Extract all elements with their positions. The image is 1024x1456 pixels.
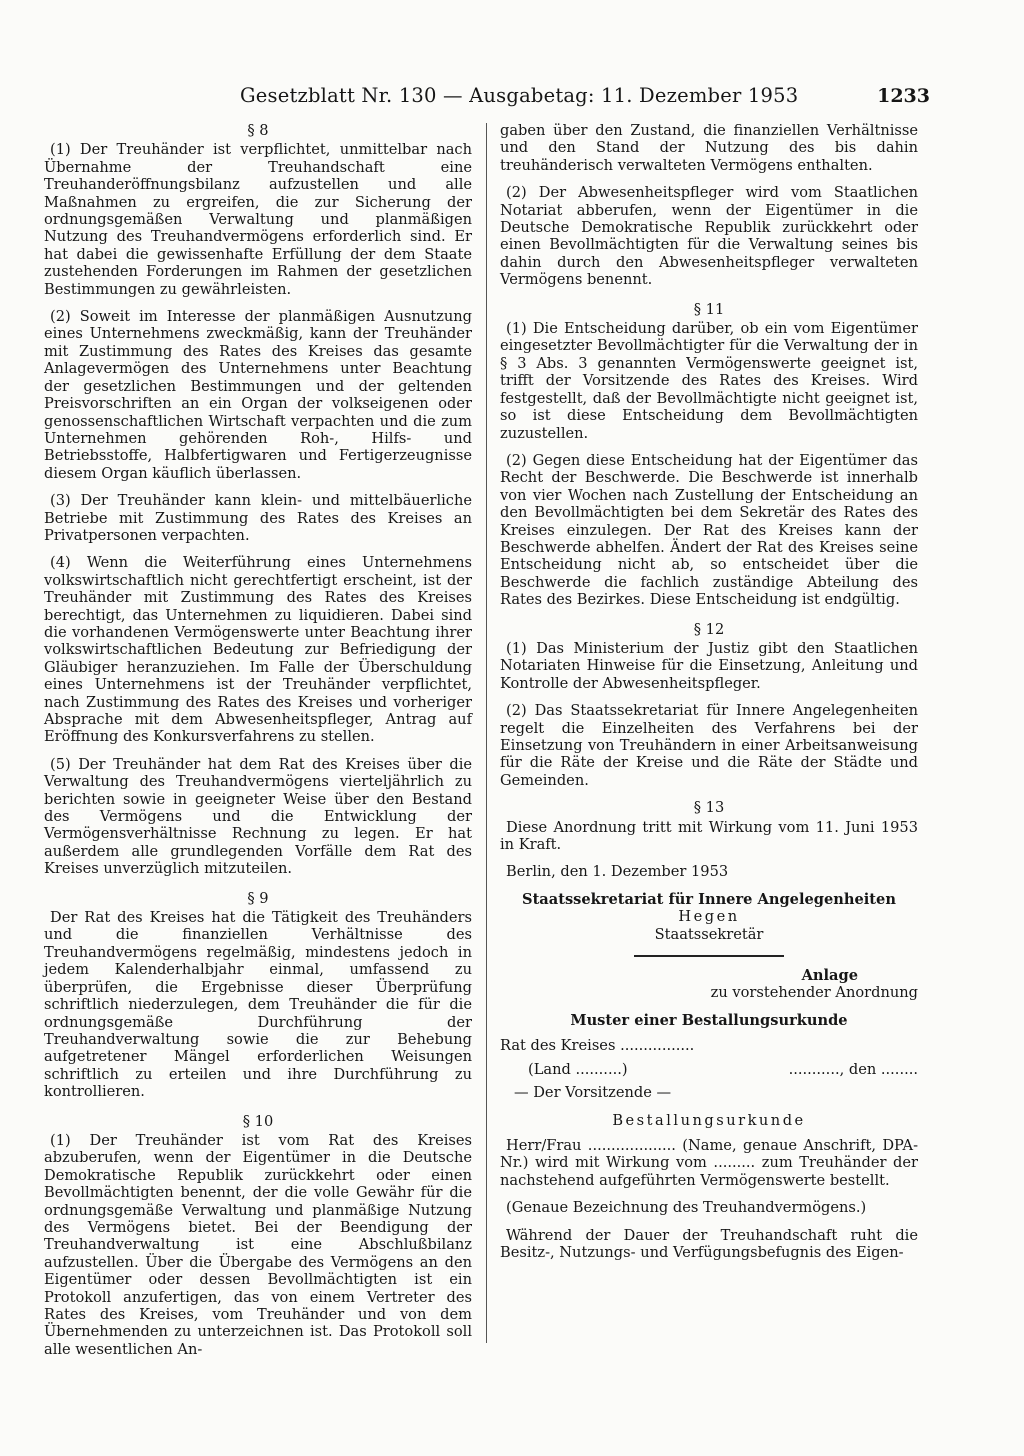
form-land: (Land ..........) [528,1060,628,1078]
paragraph-13: Diese Anordnung tritt mit Wirkung vom 11. Juni 1953 in Kraft. [500,818,918,854]
paragraph-9: Der Rat des Kreises hat die Tätigkeit des Treuhänders und die finanziellen Verhältnisse des Treuhandvermögens regelmäßig, mindestens jedoch in jedem Kalenderhalbjahr einmal, umfassend zu überprüfen, die Ergebnisse dieser Überprüfung schriftlich niederzulegen, dem Treuhänder die für die ordnungsgemäße Durchführung der Treuhandverwaltung sowie die zur Behebung aufgetretener Mängel erforderlichen Weisungen schriftlich zu erteilen und ihre Durchführung zu kontrollieren. [44,909,472,1101]
form-rat-des-kreises: Rat des Kreises ................ [500,1037,695,1055]
form-heading: Bestallungsurkunde [612,1111,806,1129]
paragraph-12-2: (2) Das Staatssekretariat für Innere Angelegenheiten regelt die Einzelheiten des Verfahrens bei der Einsetzung von Treuhändern in einer Arbeitsanweisung für die Räte der Kreise und die Räte der Städte und Gemeinden. [500,702,918,789]
page-number: 1233 [877,85,930,107]
paragraph-8-3: (3) Der Treuhänder kann klein- und mittelbäuerliche Betriebe mit Zustimmung des Rates des Kreises an Privatpersonen verpachten. [44,492,472,544]
page-header [40,84,990,116]
paragraph-10-2: (2) Der Abwesenheitspfleger wird vom Staatlichen Notariat abberufen, wenn der Eigentümer in die Deutsche Demokratische Republik zurückkehrt oder einen Bevollmächtigten für die Verwaltung seines bis dahin durch den Abwesenheitspfleger verwalteten Vermögens benennt. [500,184,918,289]
section-heading-8: § 8 [247,122,269,139]
paragraph-8-5: (5) Der Treuhänder hat dem Rat des Kreises über die Verwaltung des Treuhandvermögens vierteljährlich zu berichten sowie in geeigneter Weise über den Bestand des Vermögens und die Entwicklung der Vermögensverhältnisse Rechnung zu legen. Er hat außerdem alle grundlegenden Vorfälle dem Rat des Kreises unverzüglich mitzuteilen. [44,755,472,878]
paragraph-8-4: (4) Wenn die Weiterführung eines Unternehmens volkswirtschaftlich nicht gerechtfertigt erscheint, ist der Treuhänder mit Zustimmung des Rates des Kreises berechtigt, das Unternehmen zu liquidieren. Dabei sind die vorhandenen Vermögenswerte unter Beachtung ihrer volkswirtschaftlichen Bedeutung zur Befriedigung der Gläubiger heranzuziehen. Im Falle der Überschuldung eines Unternehmens ist der Treuhänder verpflichtet, nach Zustimmung des Rates des Kreises und vorheriger Absprache mit dem Abwesenheitspfleger, Antrag auf Eröffnung des Konkursverfahrens zu stellen. [44,554,472,746]
paragraph-8-2: (2) Soweit im Interesse der planmäßigen Ausnutzung eines Unternehmens zweckmäßig, kann der Treuhänder mit Zustimmung des Rates des Kreises das gesamte Anlagevermögen des Unternehmens unter Beachtung der gesetzlichen Bestimmungen und der geltenden Preisvorschriften an ein Organ der volkseigenen oder genossenschaftlichen Wirtschaft verpachten und die zum Unternehmen gehörenden Roh-, Hilfs- und Betriebsstoffe, Halbfertigwaren und Fertigerzeugnisse diesem Organ käuflich überlassen. [44,308,472,482]
form-paragraph-3: Während der Dauer der Treuhandschaft ruht die Besitz-, Nutzungs- und Verfügungsbefugnis des Eigen- [500,1226,918,1261]
section-heading-10: § 10 [242,1112,274,1130]
paragraph-8-1: (1) Der Treuhänder ist verpflichtet, unmittelbar nach Übernahme der Treuhandschaft eine Treuhanderöffnungsbilanz aufzustellen und alle Maßnahmen zu ergreifen, die zur Sicherung der ordnungsgemäßen Verwaltung und planmäßigen Nutzung des Treuhandvermögens erforderlich sind. Er hat dabei die gewissenhafte Erfüllung der dem Staate zustehenden Forderungen im Rahmen der gesetzlichen Bestimmungen zu gewährleisten. [44,141,472,298]
section-heading-9: § 9 [247,889,269,907]
column-divider [486,123,487,1343]
signer-name: Hegen [678,908,740,926]
left-column [44,122,472,1368]
paragraph-12-1: (1) Das Ministerium der Justiz gibt den Staatlichen Notariaten Hinweise für die Einsetzung, Anleitung und Kontrolle der Abwesenheitspfleger. [500,639,918,692]
form-den: ..........., den ........ [788,1060,918,1078]
section-heading-12: § 12 [693,620,725,638]
form-land-row [500,1061,918,1078]
form-paragraph-1: Herr/Frau ................... (Name, genaue Anschrift, DPA-Nr.) wird mit Wirkung vom ......... zum Treuhänder der nachstehend aufgeführten Vermögenswerte bestellt. [500,1136,918,1189]
paragraph-10-1-continued: gaben über den Zustand, die finanziellen Verhältnisse und den Stand der Nutzung des bis dahin treuhänderisch verwalteten Vermögens enthalten. [500,122,918,174]
date-line: Berlin, den 1. Dezember 1953 [506,863,729,881]
gazette-title: Gesetzblatt Nr. 130 — Ausgabetag: 11. Dezember 1953 [240,84,799,107]
form-paragraph-2: (Genaue Bezeichnung des Treuhandvermögens.) [506,1199,867,1217]
annex-title: Anlage [801,967,858,985]
annex-subtitle: zu vorstehender Anordnung [710,984,918,1002]
paragraph-11-1: (1) Die Entscheidung darüber, ob ein vom Eigentümer eingesetzter Bevollmächtigter für die Verwaltung der in § 3 Abs. 3 genannten Vermögenswerte geeignet ist, trifft der Vorsitzende des Rates des Kreises. Wird festgestellt, daß der Bevollmächtigte nicht geeignet ist, so ist diese Entscheidung dem Bevollmächtigten zuzustellen. [500,320,918,442]
form-vorsitzende: — Der Vorsitzende — [514,1084,672,1102]
section-heading-11: § 11 [693,300,725,318]
paragraph-10-1: (1) Der Treuhänder ist vom Rat des Kreises abzuberufen, wenn der Eigentümer in die Deutsche Demokratische Republik zurückkehrt oder einen Bevollmächtigten benennt, der die volle Gewähr für die ordnungsgemäße Verwaltung und planmäßige Nutzung des Vermögens bietet. Bei der Beendigung der Treuhandverwaltung ist eine Abschlußbilanz aufzustellen. Über die Übergabe des Vermögens an den Eigentümer oder dessen Bevollmächtigten ist ein Protokoll anzufertigen, das von einem Vertreter des Rates des Kreises, vom Treuhänder und von dem Übernehmenden zu unterzeichnen ist. Das Protokoll soll alle wesentlichen An- [44,1131,472,1358]
paragraph-11-2: (2) Gegen diese Entscheidung hat der Eigentümer das Recht der Beschwerde. Die Beschwerde ist innerhalb von vier Wochen nach Zustellung der Entscheidung an den Bevollmächtigten bei dem Sekretär des Rates des Kreises einzulegen. Der Rat des Kreises kann der Beschwerde abhelfen. Ändert der Rat des Kreises seine Entscheidung nicht ab, so entscheidet über die Beschwerde die fachlich zuständige Abteilung des Rates des Bezirkes. Diese Entscheidung ist endgültig. [500,451,918,609]
form-title: Muster einer Bestallungsurkunde [570,1011,848,1029]
signer-title: Staatssekretär [654,925,764,943]
right-column [500,122,918,1271]
issuer-name: Staatssekretariat für Innere Angelegenheiten [522,890,896,908]
section-heading-13: § 13 [693,799,725,817]
separator-rule [634,955,784,957]
